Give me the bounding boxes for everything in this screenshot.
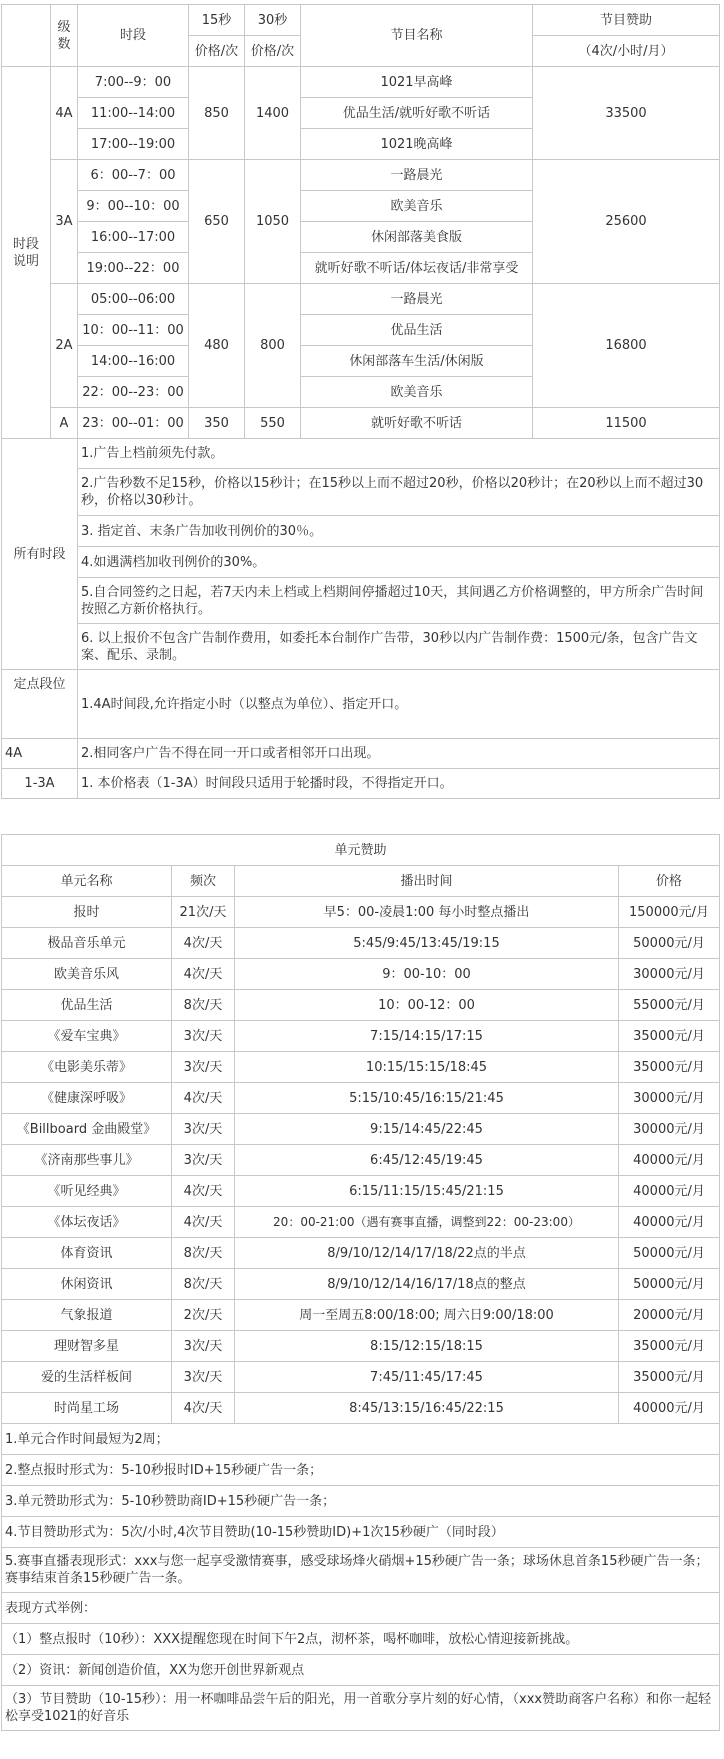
unit-freq: 3次/天 bbox=[172, 1114, 235, 1145]
unit-price: 55000元/月 bbox=[619, 990, 720, 1021]
unit-freq: 3次/天 bbox=[172, 1052, 235, 1083]
fixed-slot-label: 定点段位 bbox=[2, 670, 78, 739]
unit-name: 《体坛夜话》 bbox=[2, 1207, 172, 1238]
unit-time: 5:15/10:45/16:15/21:45 bbox=[235, 1083, 619, 1114]
unit-price: 40000元/月 bbox=[619, 1207, 720, 1238]
unit-price: 50000元/月 bbox=[619, 1238, 720, 1269]
unit-price: 30000元/月 bbox=[619, 1083, 720, 1114]
unit-price: 40000元/月 bbox=[619, 1393, 720, 1424]
unit-name: 气象报道 bbox=[2, 1300, 172, 1331]
program-cell: 一路晨光 bbox=[301, 160, 533, 191]
program-cell: 欧美音乐 bbox=[301, 377, 533, 408]
unit-note: 2.整点报时形式为：5-10秒报时ID+15秒硬广告一条； bbox=[2, 1455, 720, 1486]
time-cell: 23：00--01：00 bbox=[78, 408, 189, 439]
unit-time: 周一至周五8:00/18:00; 周六日9:00/18:00 bbox=[235, 1300, 619, 1331]
unit-name: 时尚星工场 bbox=[2, 1393, 172, 1424]
header-freq: 频次 bbox=[172, 866, 235, 897]
note-cell: 2.广告秒数不足15秒，价格以15秒计；在15秒以上而不超过20秒，价格以20秒计；在20秒以上而不超过30秒，价格以30秒计。 bbox=[78, 469, 720, 516]
unit-note: 3.单元赞助形式为：5-10秒赞助商ID+15秒硬广告一条； bbox=[2, 1486, 720, 1517]
time-cell: 14:00--16:00 bbox=[78, 346, 189, 377]
price-30-4a: 1400 bbox=[245, 67, 301, 160]
time-cell: 19:00--22：00 bbox=[78, 253, 189, 284]
header-15s: 15秒 bbox=[189, 5, 245, 36]
header-price-15: 价格/次 bbox=[189, 36, 245, 67]
unit-name: 理财智多星 bbox=[2, 1331, 172, 1362]
unit-price: 35000元/月 bbox=[619, 1021, 720, 1052]
price-15-a: 350 bbox=[189, 408, 245, 439]
sponsor-a: 11500 bbox=[533, 408, 720, 439]
unit-name: 爱的生活样板间 bbox=[2, 1362, 172, 1393]
unit-time: 5:45/9:45/13:45/19:15 bbox=[235, 928, 619, 959]
unit-price: 40000元/月 bbox=[619, 1145, 720, 1176]
program-cell: 就听好歌不听话/体坛夜话/非常享受 bbox=[301, 253, 533, 284]
unit-note: （3）节目赞助（10-15秒）：用一杯咖啡品尝午后的阳光，用一首歌分享片刻的好心情，（xxx赞助商客户名称）和你一起轻松享受1021的好音乐 bbox=[2, 1686, 720, 1731]
note-cell: 1.4A时间段,允许指定小时（以整点为单位）、指定开口。 bbox=[78, 670, 720, 739]
time-cell: 17:00--19:00 bbox=[78, 129, 189, 160]
unit-note: （2）资讯：新闻创造价值，XX为您开创世界新观点 bbox=[2, 1655, 720, 1686]
unit-freq: 4次/天 bbox=[172, 928, 235, 959]
header-period: 时段 bbox=[78, 5, 189, 67]
unit-name: 《健康深呼吸》 bbox=[2, 1083, 172, 1114]
unit-name: 《电影美乐蒂》 bbox=[2, 1052, 172, 1083]
unit-price: 35000元/月 bbox=[619, 1331, 720, 1362]
unit-time: 8/9/10/12/14/16/17/18点的整点 bbox=[235, 1269, 619, 1300]
unit-time: 7:15/14:15/17:15 bbox=[235, 1021, 619, 1052]
section-label: 时段 说明 bbox=[2, 67, 51, 439]
note-cell: 5.自合同签约之日起，若7天内未上档或上档期间停播超过10天，其间遇乙方价格调整的，甲方所余广告时间按照乙方新价格执行。 bbox=[78, 578, 720, 624]
time-cell: 7:00--9：00 bbox=[78, 67, 189, 98]
program-cell: 优品生活/就听好歌不听话 bbox=[301, 98, 533, 129]
unit-table-title: 单元赞助 bbox=[2, 835, 720, 866]
unit-note: 表现方式举例： bbox=[2, 1593, 720, 1624]
unit-time: 7:45/11:45/17:45 bbox=[235, 1362, 619, 1393]
price-15-3a: 650 bbox=[189, 160, 245, 284]
unit-price: 35000元/月 bbox=[619, 1052, 720, 1083]
program-cell: 休闲部落美食版 bbox=[301, 222, 533, 253]
unit-time: 早5：00-凌晨1:00 每小时整点播出 bbox=[235, 897, 619, 928]
unit-note: 5.赛事直播表现形式：xxx与您一起享受激情赛事，感受球场烽火硝烟+15秒硬广告一条；球场休息首条15秒硬广告一条；赛事结束首条15秒硬广告一条。 bbox=[2, 1548, 720, 1593]
program-cell: 优品生活 bbox=[301, 315, 533, 346]
label-4a: 4A bbox=[2, 739, 78, 769]
note-cell: 6. 以上报价不包含广告制作费用，如委托本台制作广告带，30秒以内广告制作费：1500元/条，包含广告文案、配乐、录制。 bbox=[78, 624, 720, 670]
unit-time: 20：00-21:00（遇有赛事直播，调整到22：00-23:00） bbox=[235, 1207, 619, 1238]
note-cell: 3. 指定首、末条广告加收刊例价的30％。 bbox=[78, 516, 720, 547]
unit-time: 6:15/11:15/15:45/21:15 bbox=[235, 1176, 619, 1207]
header-30s: 30秒 bbox=[245, 5, 301, 36]
price-15-4a: 850 bbox=[189, 67, 245, 160]
program-cell: 1021晚高峰 bbox=[301, 129, 533, 160]
program-cell: 1021早高峰 bbox=[301, 67, 533, 98]
program-cell: 休闲部落车生活/休闲版 bbox=[301, 346, 533, 377]
unit-name: 优品生活 bbox=[2, 990, 172, 1021]
unit-name: 极品音乐单元 bbox=[2, 928, 172, 959]
header-program: 节目名称 bbox=[301, 5, 533, 67]
unit-price: 50000元/月 bbox=[619, 1269, 720, 1300]
header-price-30: 价格/次 bbox=[245, 36, 301, 67]
unit-freq: 3次/天 bbox=[172, 1145, 235, 1176]
level-a: A bbox=[51, 408, 78, 439]
unit-freq: 3次/天 bbox=[172, 1362, 235, 1393]
header-level: 级 数 bbox=[51, 5, 78, 67]
note-cell: 1.广告上档前须先付款。 bbox=[78, 439, 720, 469]
time-cell: 10：00--11：00 bbox=[78, 315, 189, 346]
rate-table bbox=[1, 4, 720, 799]
label-1-3a: 1-3A bbox=[2, 769, 78, 799]
unit-price: 150000元/月 bbox=[619, 897, 720, 928]
program-cell: 欧美音乐 bbox=[301, 191, 533, 222]
unit-time: 10:15/15:15/18:45 bbox=[235, 1052, 619, 1083]
unit-freq: 4次/天 bbox=[172, 1176, 235, 1207]
all-periods-label: 所有时段 bbox=[2, 439, 78, 670]
sponsor-2a: 16800 bbox=[533, 284, 720, 408]
unit-name: 《Billboard 金曲殿堂》 bbox=[2, 1114, 172, 1145]
level-3a: 3A bbox=[51, 160, 78, 284]
price-30-2a: 800 bbox=[245, 284, 301, 408]
unit-time: 9:15/14:45/22:45 bbox=[235, 1114, 619, 1145]
unit-name: 体育资讯 bbox=[2, 1238, 172, 1269]
unit-freq: 4次/天 bbox=[172, 1207, 235, 1238]
unit-time: 8:15/12:15/18:15 bbox=[235, 1331, 619, 1362]
unit-time: 8:45/13:15/16:45/22:15 bbox=[235, 1393, 619, 1424]
time-cell: 16:00--17:00 bbox=[78, 222, 189, 253]
unit-freq: 3次/天 bbox=[172, 1331, 235, 1362]
unit-freq: 4次/天 bbox=[172, 1083, 235, 1114]
program-cell: 一路晨光 bbox=[301, 284, 533, 315]
unit-note: 4.节目赞助形式为：5次/小时,4次节目赞助(10-15秒赞助ID)+1次15秒硬广（同时段） bbox=[2, 1517, 720, 1548]
header-blank bbox=[2, 5, 51, 67]
unit-name: 《济南那些事儿》 bbox=[2, 1145, 172, 1176]
time-cell: 6：00--7：00 bbox=[78, 160, 189, 191]
price-30-a: 550 bbox=[245, 408, 301, 439]
header-sponsor: 节目赞助 bbox=[533, 5, 720, 36]
note-cell: 4.如遇满档加收刊例价的30%。 bbox=[78, 547, 720, 578]
unit-name: 休闲资讯 bbox=[2, 1269, 172, 1300]
unit-freq: 8次/天 bbox=[172, 1269, 235, 1300]
unit-time: 10：00-12：00 bbox=[235, 990, 619, 1021]
time-cell: 11:00--14:00 bbox=[78, 98, 189, 129]
unit-price: 30000元/月 bbox=[619, 1114, 720, 1145]
unit-freq: 8次/天 bbox=[172, 1238, 235, 1269]
unit-price: 50000元/月 bbox=[619, 928, 720, 959]
unit-freq: 8次/天 bbox=[172, 990, 235, 1021]
unit-note: （1）整点报时（10秒）：XXX提醒您现在时间下午2点，沏杯茶，喝杯咖啡，放松心情迎接新挑战。 bbox=[2, 1624, 720, 1655]
sponsor-4a: 33500 bbox=[533, 67, 720, 160]
unit-note: 1.单元合作时间最短为2周； bbox=[2, 1424, 720, 1455]
note-cell: 2.相同客户广告不得在同一开口或者相邻开口出现。 bbox=[78, 739, 720, 769]
time-cell: 9：00--10：00 bbox=[78, 191, 189, 222]
note-cell: 1. 本价格表（1-3A）时间段只适用于轮播时段，不得指定开口。 bbox=[78, 769, 720, 799]
level-2a: 2A bbox=[51, 284, 78, 408]
unit-freq: 21次/天 bbox=[172, 897, 235, 928]
header-price: 价格 bbox=[619, 866, 720, 897]
unit-sponsor-table bbox=[1, 834, 720, 1731]
unit-freq: 4次/天 bbox=[172, 959, 235, 990]
unit-name: 欧美音乐风 bbox=[2, 959, 172, 990]
unit-name: 《听见经典》 bbox=[2, 1176, 172, 1207]
unit-price: 40000元/月 bbox=[619, 1176, 720, 1207]
unit-name: 报时 bbox=[2, 897, 172, 928]
unit-freq: 2次/天 bbox=[172, 1300, 235, 1331]
program-cell: 就听好歌不听话 bbox=[301, 408, 533, 439]
header-unit-name: 单元名称 bbox=[2, 866, 172, 897]
unit-name: 《爱车宝典》 bbox=[2, 1021, 172, 1052]
sponsor-3a: 25600 bbox=[533, 160, 720, 284]
level-4a: 4A bbox=[51, 67, 78, 160]
header-time: 播出时间 bbox=[235, 866, 619, 897]
time-cell: 05:00--06:00 bbox=[78, 284, 189, 315]
unit-price: 30000元/月 bbox=[619, 959, 720, 990]
unit-time: 9：00-10：00 bbox=[235, 959, 619, 990]
price-15-2a: 480 bbox=[189, 284, 245, 408]
unit-freq: 3次/天 bbox=[172, 1021, 235, 1052]
unit-freq: 4次/天 bbox=[172, 1393, 235, 1424]
header-sponsor-sub: （4次/小时/月） bbox=[533, 36, 720, 67]
price-30-3a: 1050 bbox=[245, 160, 301, 284]
unit-time: 8/9/10/12/14/17/18/22点的半点 bbox=[235, 1238, 619, 1269]
time-cell: 22：00--23：00 bbox=[78, 377, 189, 408]
unit-time: 6:45/12:45/19:45 bbox=[235, 1145, 619, 1176]
unit-price: 20000元/月 bbox=[619, 1300, 720, 1331]
unit-price: 35000元/月 bbox=[619, 1362, 720, 1393]
